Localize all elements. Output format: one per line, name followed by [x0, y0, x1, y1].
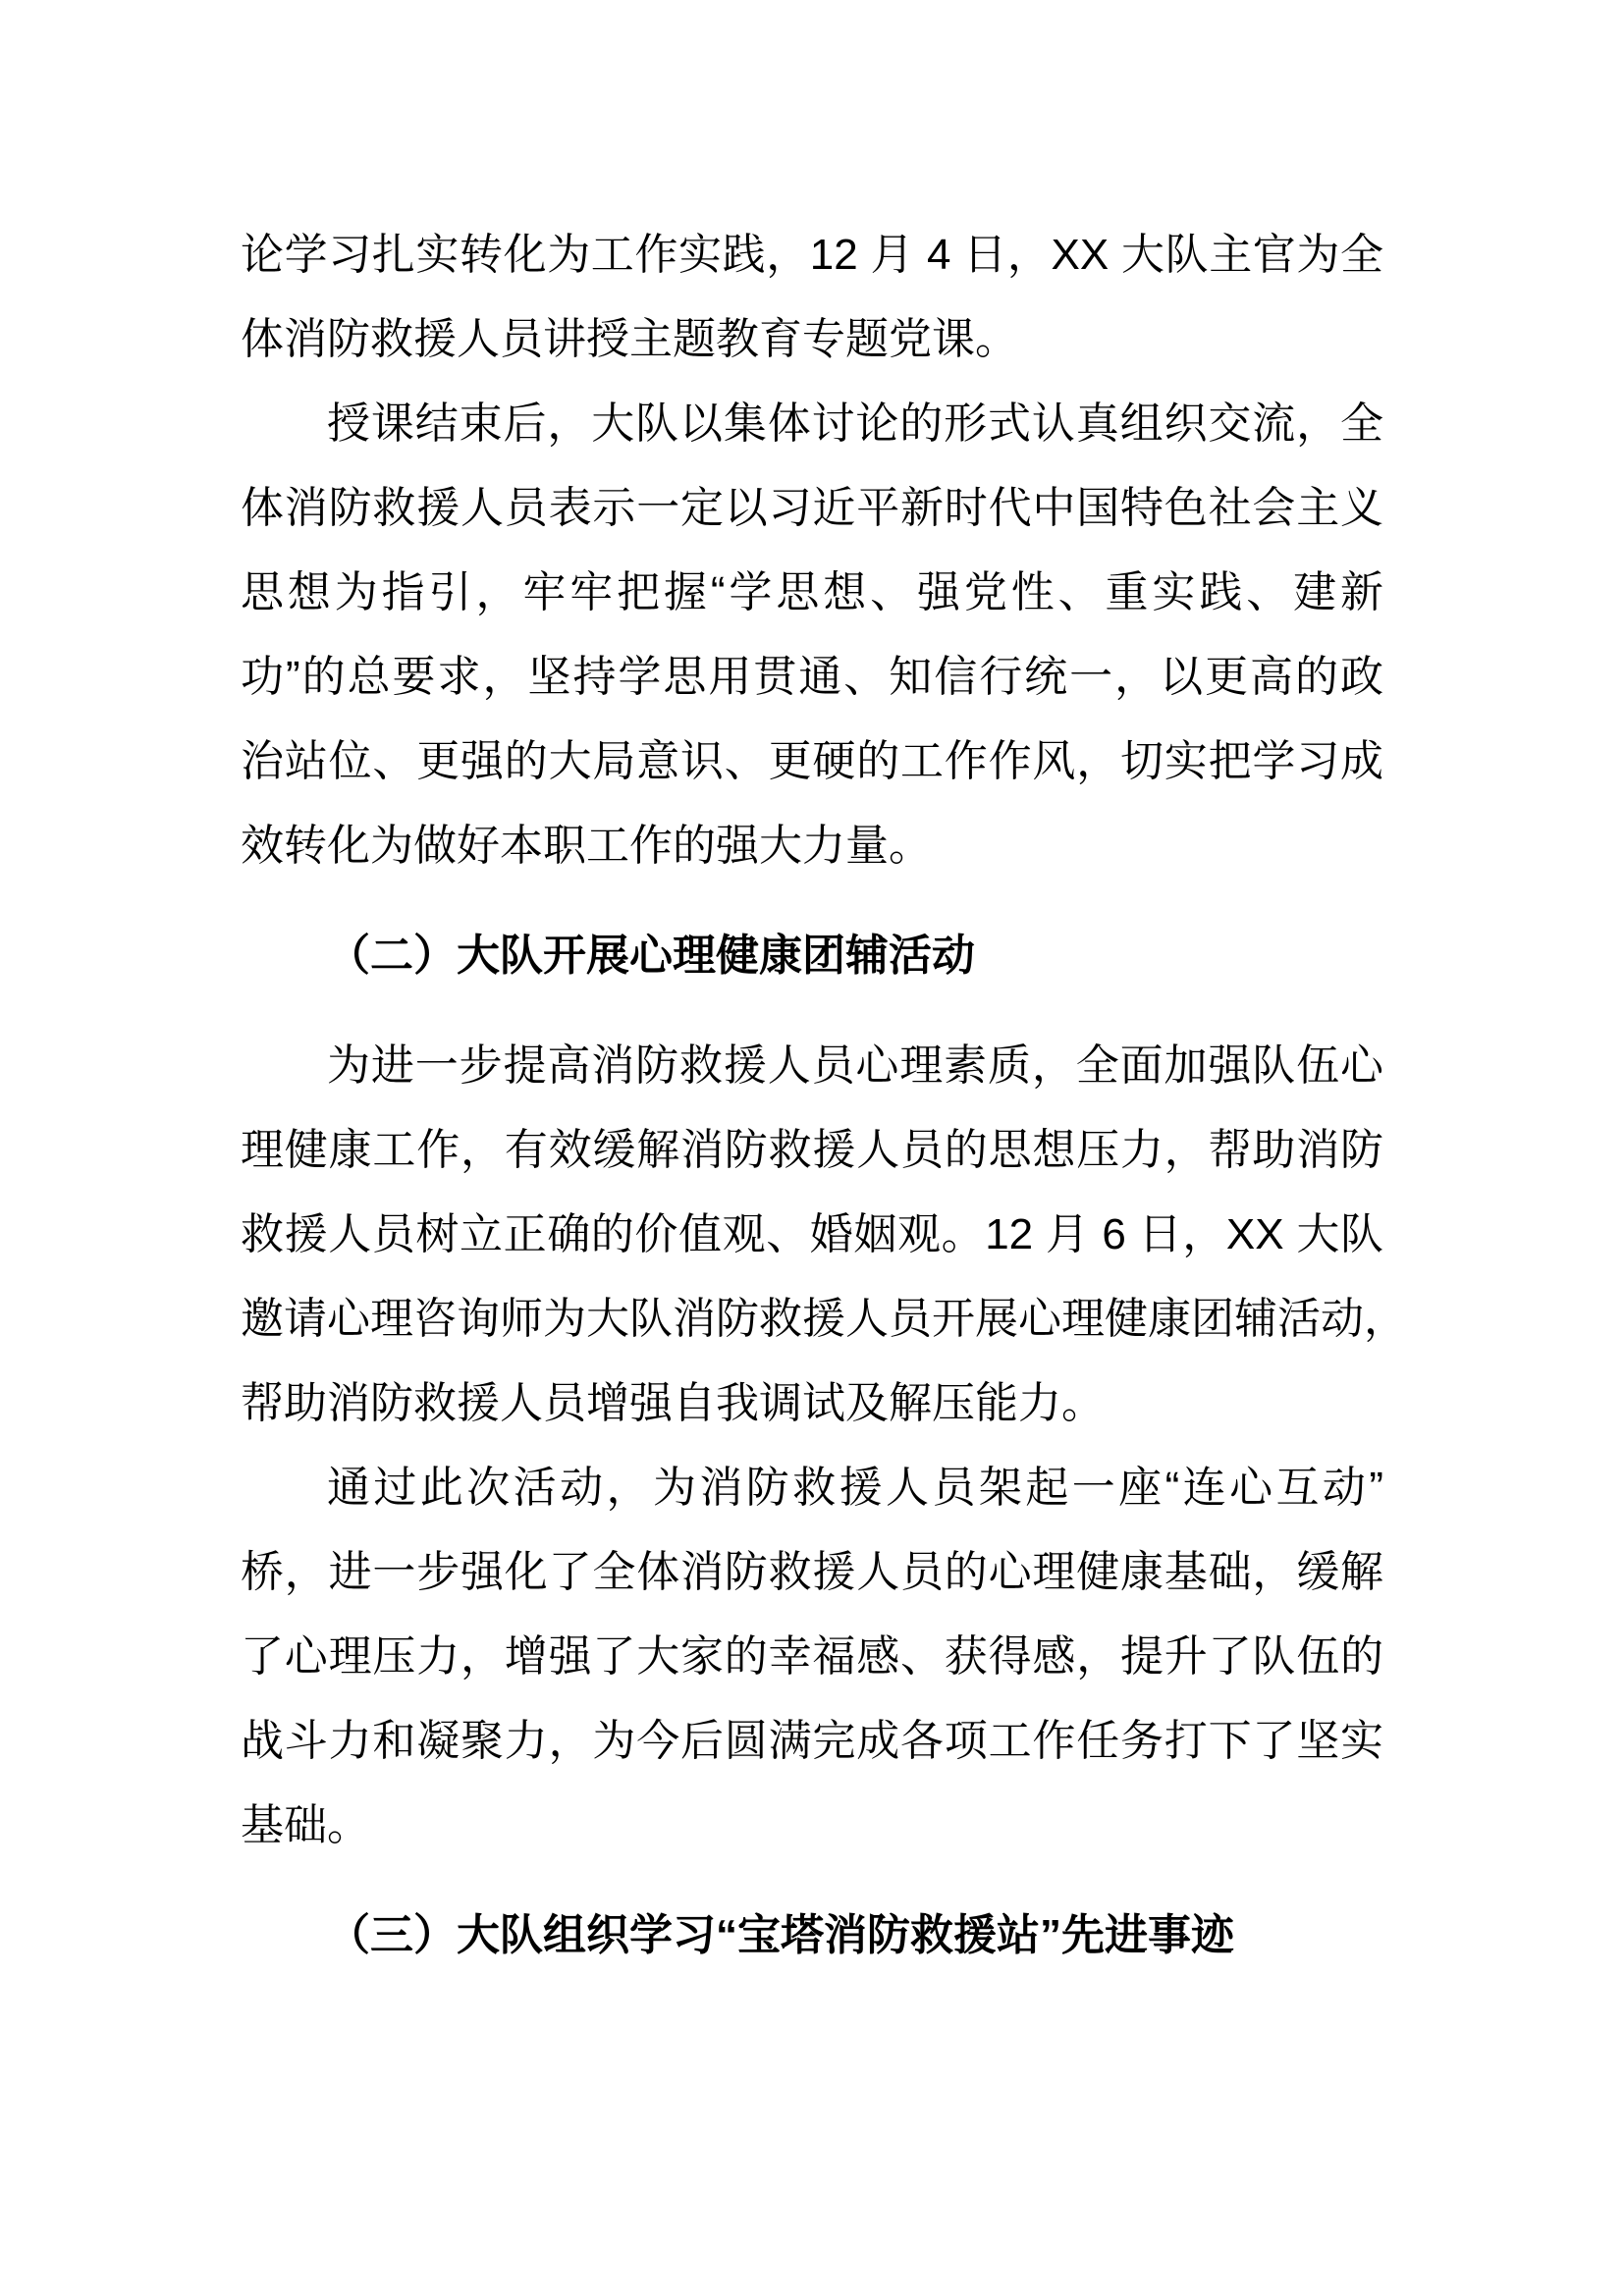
text-line: 救援人员树立正确的价值观、婚姻观。12 月 6 日，XX 大队 [241, 1210, 1383, 1258]
paragraph [241, 1446, 1383, 1868]
text-line: 了心理压力，增强了大家的幸福感、获得感，提升了队伍的 [241, 1632, 1383, 1681]
paragraph [241, 213, 1383, 382]
text-line: 体消防救援人员表示一定以习近平新时代中国特色社会主义 [241, 484, 1383, 532]
paragraph [241, 1024, 1407, 1446]
text-line: 通过此次活动，为消防救援人员架起一座“连心互动” [327, 1464, 1383, 1512]
text-line: 桥，进一步强化了全体消防救援人员的心理健康基础，缓解 [241, 1548, 1383, 1596]
text-line: 治站位、更强的大局意识、更硬的工作作风，切实把学习成 [241, 737, 1383, 785]
text-line: 理健康工作，有效缓解消防救援人员的思想压力，帮助消防 [241, 1126, 1383, 1174]
text-line: 体消防救援人员讲授主题教育专题党课。 [241, 315, 1018, 363]
text-line: 授课结束后，大队以集体讨论的形式认真组织交流，全 [327, 400, 1383, 448]
text-line: 效转化为做好本职工作的强大力量。 [241, 822, 932, 870]
document-body [241, 213, 1407, 2003]
text-line: 帮助消防救援人员增强自我调试及解压能力。 [241, 1379, 1105, 1427]
paragraph [241, 382, 1383, 888]
section-heading: （二）大队开展心理健康团辅活动 [327, 932, 975, 980]
section-heading: （三）大队组织学习“宝塔消防救援站”先进事迹 [327, 1911, 1234, 1959]
text-line: 功”的总要求，坚持学思用贯通、知信行统一，以更高的政 [241, 653, 1383, 701]
text-line: 思想为指引，牢牢把握“学思想、强党性、重实践、建新 [241, 568, 1383, 616]
text-line: 为进一步提高消防救援人员心理素质，全面加强队伍心 [327, 1041, 1383, 1090]
text-line: 基础。 [241, 1801, 370, 1849]
text-line: 战斗力和凝聚力，为今后圆满完成各项工作任务打下了坚实 [241, 1717, 1383, 1765]
text-line: 论学习扎实转化为工作实践，12 月 4 日，XX 大队主官为全 [241, 231, 1383, 279]
text-line: 邀请心理咨询师为大队消防救援人员开展心理健康团辅活动， [241, 1295, 1407, 1343]
